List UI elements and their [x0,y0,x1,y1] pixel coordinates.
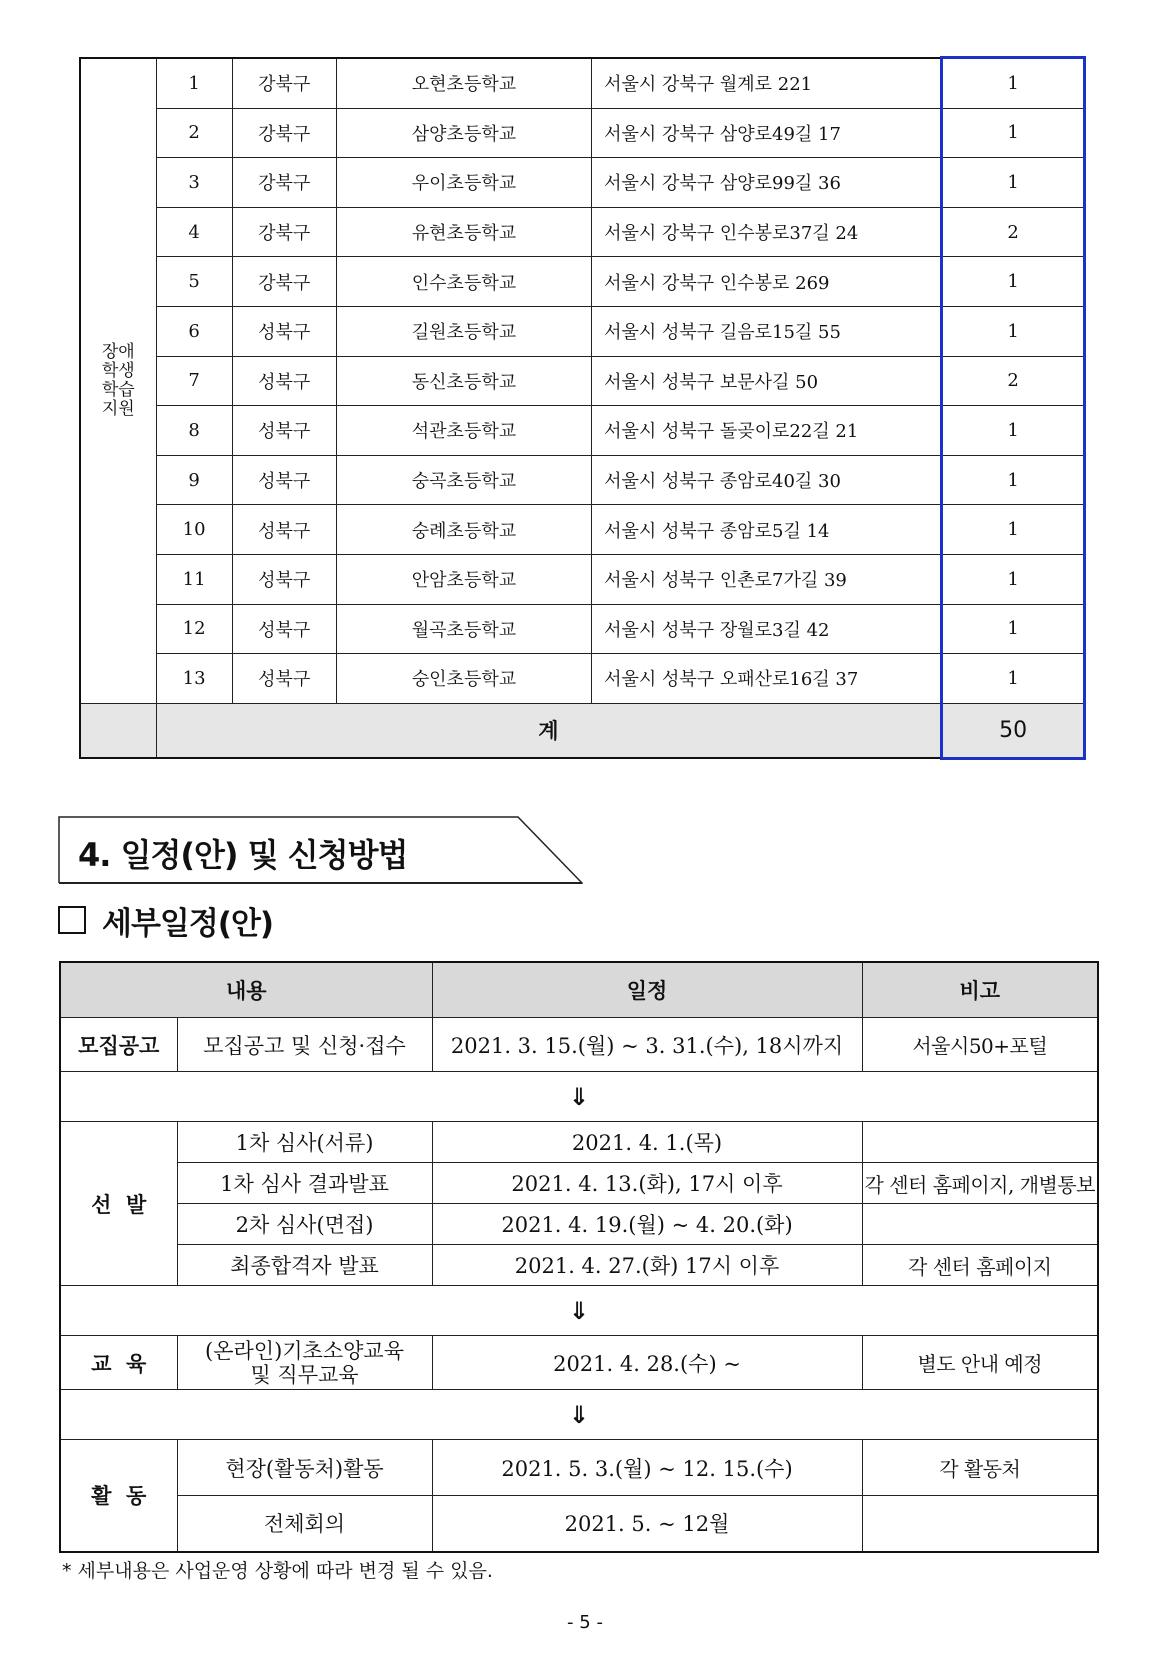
address-cell: 서울시 성북구 종암로40길 30 [592,455,942,505]
selection-item: 최종합격자 발표 [177,1245,432,1286]
selection-note [862,1122,1098,1163]
header-content: 내용 [60,962,432,1018]
district-cell: 강북구 [232,58,336,109]
school-row [80,257,1085,307]
selection-date: 2021. 4. 19.(월) ~ 4. 20.(화) [432,1204,862,1245]
count-cell: 1 [942,158,1085,208]
row-number: 1 [156,58,232,109]
selection-item: 2차 심사(면접) [177,1204,432,1245]
total-row [80,703,1085,758]
activity-row [60,1496,1098,1552]
school-name: 월곡초등학교 [336,604,591,654]
school-name: 숭곡초등학교 [336,455,591,505]
address-cell: 서울시 강북구 월계로 221 [592,58,942,109]
row-number: 8 [156,406,232,456]
count-cell: 1 [942,604,1085,654]
school-name: 길원초등학교 [336,306,591,356]
header-date: 일정 [432,962,862,1018]
row-number: 10 [156,505,232,555]
recruit-row [60,1018,1098,1072]
district-cell: 성북구 [232,406,336,456]
activity-item: 전체회의 [177,1496,432,1552]
school-name: 숭례초등학교 [336,505,591,555]
activity-date: 2021. 5. 3.(월) ~ 12. 15.(수) [432,1440,862,1496]
school-row [80,356,1085,406]
school-name: 우이초등학교 [336,158,591,208]
count-cell: 1 [942,58,1085,109]
school-name: 유현초등학교 [336,207,591,257]
section-title: 4. 일정(안) 및 신청방법 [78,836,408,874]
school-name: 석관초등학교 [336,406,591,456]
address-cell: 서울시 성북구 길음로15길 55 [592,306,942,356]
selection-item: 1차 심사(서류) [177,1122,432,1163]
activity-group: 활 동 [60,1440,177,1552]
row-number: 7 [156,356,232,406]
count-cell: 1 [942,505,1085,555]
address-cell: 서울시 강북구 인수봉로37길 24 [592,207,942,257]
down-arrow-icon: ⇓ [568,1400,590,1429]
school-row [80,108,1085,158]
count-cell: 2 [942,356,1085,406]
school-row [80,406,1085,456]
count-cell: 1 [942,554,1085,604]
education-group: 교 육 [60,1336,177,1390]
school-row [80,455,1085,505]
school-row [80,604,1085,654]
recruit-note: 서울시50+포털 [862,1018,1098,1072]
section-heading [58,816,583,884]
district-cell: 성북구 [232,455,336,505]
row-number: 11 [156,554,232,604]
education-date: 2021. 4. 28.(수) ~ [432,1336,862,1390]
district-cell: 성북구 [232,604,336,654]
subheading-text: 세부일정(안) [102,905,274,942]
row-number: 13 [156,654,232,704]
down-arrow-icon: ⇓ [568,1082,590,1111]
district-cell: 성북구 [232,356,336,406]
row-number: 9 [156,455,232,505]
address-cell: 서울시 성북구 오패산로16길 37 [592,654,942,704]
count-cell: 1 [942,406,1085,456]
down-arrow-icon: ⇓ [568,1296,590,1325]
school-list-table [79,56,1086,760]
count-cell: 2 [942,207,1085,257]
selection-date: 2021. 4. 27.(화) 17시 이후 [432,1245,862,1286]
recruit-date: 2021. 3. 15.(월) ~ 3. 31.(수), 18시까지 [432,1018,862,1072]
district-cell: 성북구 [232,505,336,555]
address-cell: 서울시 성북구 종암로5길 14 [592,505,942,555]
activity-note [862,1496,1098,1552]
footnote: * 세부내용은 사업운영 상황에 따라 변경 될 수 있음. [62,1560,493,1582]
count-cell: 1 [942,108,1085,158]
row-number: 3 [156,158,232,208]
district-cell: 성북구 [232,306,336,356]
selection-note: 각 센터 홈페이지 [862,1245,1098,1286]
school-row [80,654,1085,704]
header-note: 비고 [862,962,1098,1018]
school-name: 안암초등학교 [336,554,591,604]
education-note: 별도 안내 예정 [862,1336,1098,1390]
school-row [80,306,1085,356]
school-row [80,505,1085,555]
selection-row [60,1245,1098,1286]
total-label: 계 [156,703,942,758]
school-name: 삼양초등학교 [336,108,591,158]
subheading [58,898,273,942]
selection-date: 2021. 4. 13.(화), 17시 이후 [432,1163,862,1204]
district-cell: 성북구 [232,654,336,704]
selection-row [60,1163,1098,1204]
total-value: 50 [942,703,1085,758]
district-cell: 강북구 [232,108,336,158]
row-number: 4 [156,207,232,257]
school-name: 숭인초등학교 [336,654,591,704]
address-cell: 서울시 강북구 삼양로99길 36 [592,158,942,208]
education-row [60,1336,1098,1390]
selection-date: 2021. 4. 1.(목) [432,1122,862,1163]
selection-row [60,1122,1098,1163]
row-number: 12 [156,604,232,654]
activity-item: 현장(활동처)활동 [177,1440,432,1496]
school-row [80,207,1085,257]
selection-note: 각 센터 홈페이지, 개별통보 [862,1163,1098,1204]
address-cell: 서울시 강북구 인수봉로 269 [592,257,942,307]
count-cell: 1 [942,257,1085,307]
checkbox-icon [58,906,86,934]
schedule-table [59,961,1099,1553]
school-name: 오현초등학교 [336,58,591,109]
count-cell: 1 [942,455,1085,505]
recruit-item: 모집공고 및 신청·접수 [177,1018,432,1072]
district-cell: 강북구 [232,207,336,257]
page-number: - 5 - [567,1612,603,1633]
selection-row [60,1204,1098,1245]
address-cell: 서울시 성북구 인촌로7가길 39 [592,554,942,604]
selection-note [862,1204,1098,1245]
address-cell: 서울시 강북구 삼양로49길 17 [592,108,942,158]
row-number: 6 [156,306,232,356]
district-cell: 성북구 [232,554,336,604]
school-name: 인수초등학교 [336,257,591,307]
school-row [80,158,1085,208]
count-cell: 1 [942,306,1085,356]
category-cell: 장애 학생 학습 지원 [80,58,156,704]
activity-row [60,1440,1098,1496]
selection-group: 선 발 [60,1122,177,1286]
activity-date: 2021. 5. ~ 12월 [432,1496,862,1552]
district-cell: 강북구 [232,158,336,208]
address-cell: 서울시 성북구 보문사길 50 [592,356,942,406]
count-cell: 1 [942,654,1085,704]
address-cell: 서울시 성북구 돌곶이로22길 21 [592,406,942,456]
address-cell: 서울시 성북구 장월로3길 42 [592,604,942,654]
school-name: 동신초등학교 [336,356,591,406]
district-cell: 강북구 [232,257,336,307]
row-number: 2 [156,108,232,158]
school-row [80,58,1085,109]
education-item: (온라인)기초소양교육 및 직무교육 [177,1336,432,1390]
total-blank-cell [80,703,156,758]
selection-item: 1차 심사 결과발표 [177,1163,432,1204]
recruit-group: 모집공고 [60,1018,177,1072]
row-number: 5 [156,257,232,307]
school-row [80,554,1085,604]
activity-note: 각 활동처 [862,1440,1098,1496]
